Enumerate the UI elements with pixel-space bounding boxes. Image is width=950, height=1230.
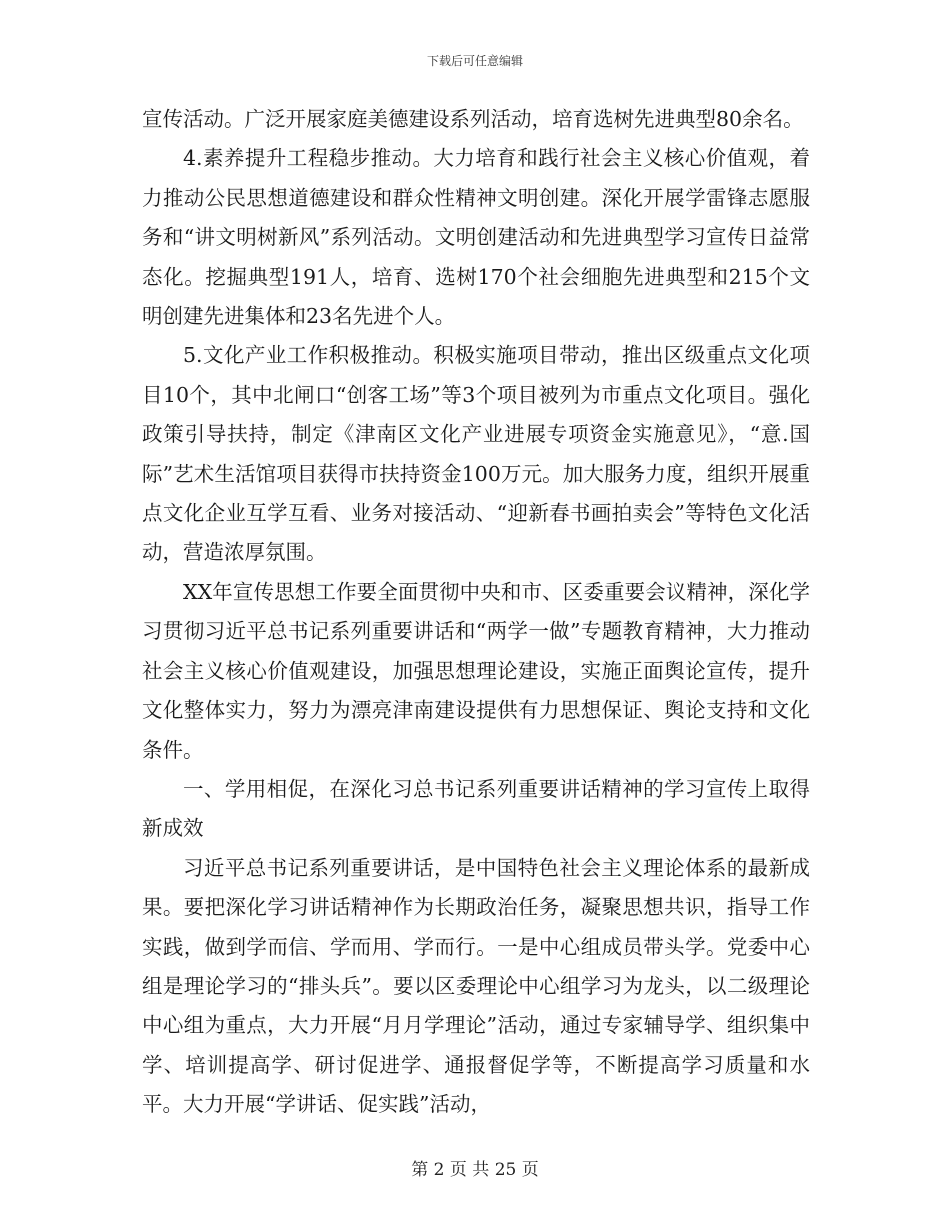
paragraph-5: 习近平总书记系列重要讲话，是中国特色社会主义理论体系的最新成果。要把深化学习讲话精神作为长期政治任务，凝聚思想共识，指导工作实践，做到学而信、学而用、学而行。一是中心组成员带头学。党委中心组是理论学习的“排头兵”。要以区委理论中心组学习为龙头，以二级理论中心组为重点，大力开展“月月学理论”活动，通过专家辅导学、组织集中学、培训提高学、研讨促进学、通报督促学等，不断提高学习质量和水平。大力开展“学讲话、促实践”活动， — [142, 855, 810, 1117]
document-body — [142, 100, 810, 1125]
page-number-footer: 第 2 页 共 25 页 — [411, 1160, 539, 1180]
paragraph-2: 4.素养提升工程稳步推动。大力培育和践行社会主义核心价值观，着力推动公民思想道德建设和群众性精神文明创建。深化开展学雷锋志愿服务和“讲文明树新风”系列活动。文明创建活动和先进典型学习宣传日益常态化。挖掘典型191人，培育、选树170个社会细胞先进典型和215个文明创建先进集体和23名先进个人。 — [142, 146, 810, 329]
page-header: 下载后可任意编辑 — [426, 54, 523, 68]
section-heading: 一、学用相促，在深化习总书记系列重要讲话精神的学习宣传上取得新成效 — [142, 776, 810, 841]
paragraph-3: 5.文化产业工作积极推动。积极实施项目带动，推出区级重点文化项目10个，其中北闸口“创客工场”等3个项目被列为市重点文化项目。强化政策引导扶持，制定《津南区文化产业进展专项资金实施意见》，“意.国际”艺术生活馆项目获得市扶持资金100万元。加大服务力度，组织开展重点文化企业互学互看、业务对接活动、“迎新春书画拍卖会”等特色文化活动，营造浓厚氛围。 — [142, 343, 810, 565]
paragraph-4: XX年宣传思想工作要全面贯彻中央和市、区委重要会议精神，深化学习贯彻习近平总书记系列重要讲话和“两学一做”专题教育精神，大力推动社会主义核心价值观建设，加强思想理论建设，实施正面舆论宣传，提升文化整体实力，努力为漂亮津南建设提供有力思想保证、舆论支持和文化条件。 — [142, 579, 810, 762]
paragraph-1: 宣传活动。广泛开展家庭美德建设系列活动，培育选树先进典型80余名。 — [142, 107, 804, 131]
